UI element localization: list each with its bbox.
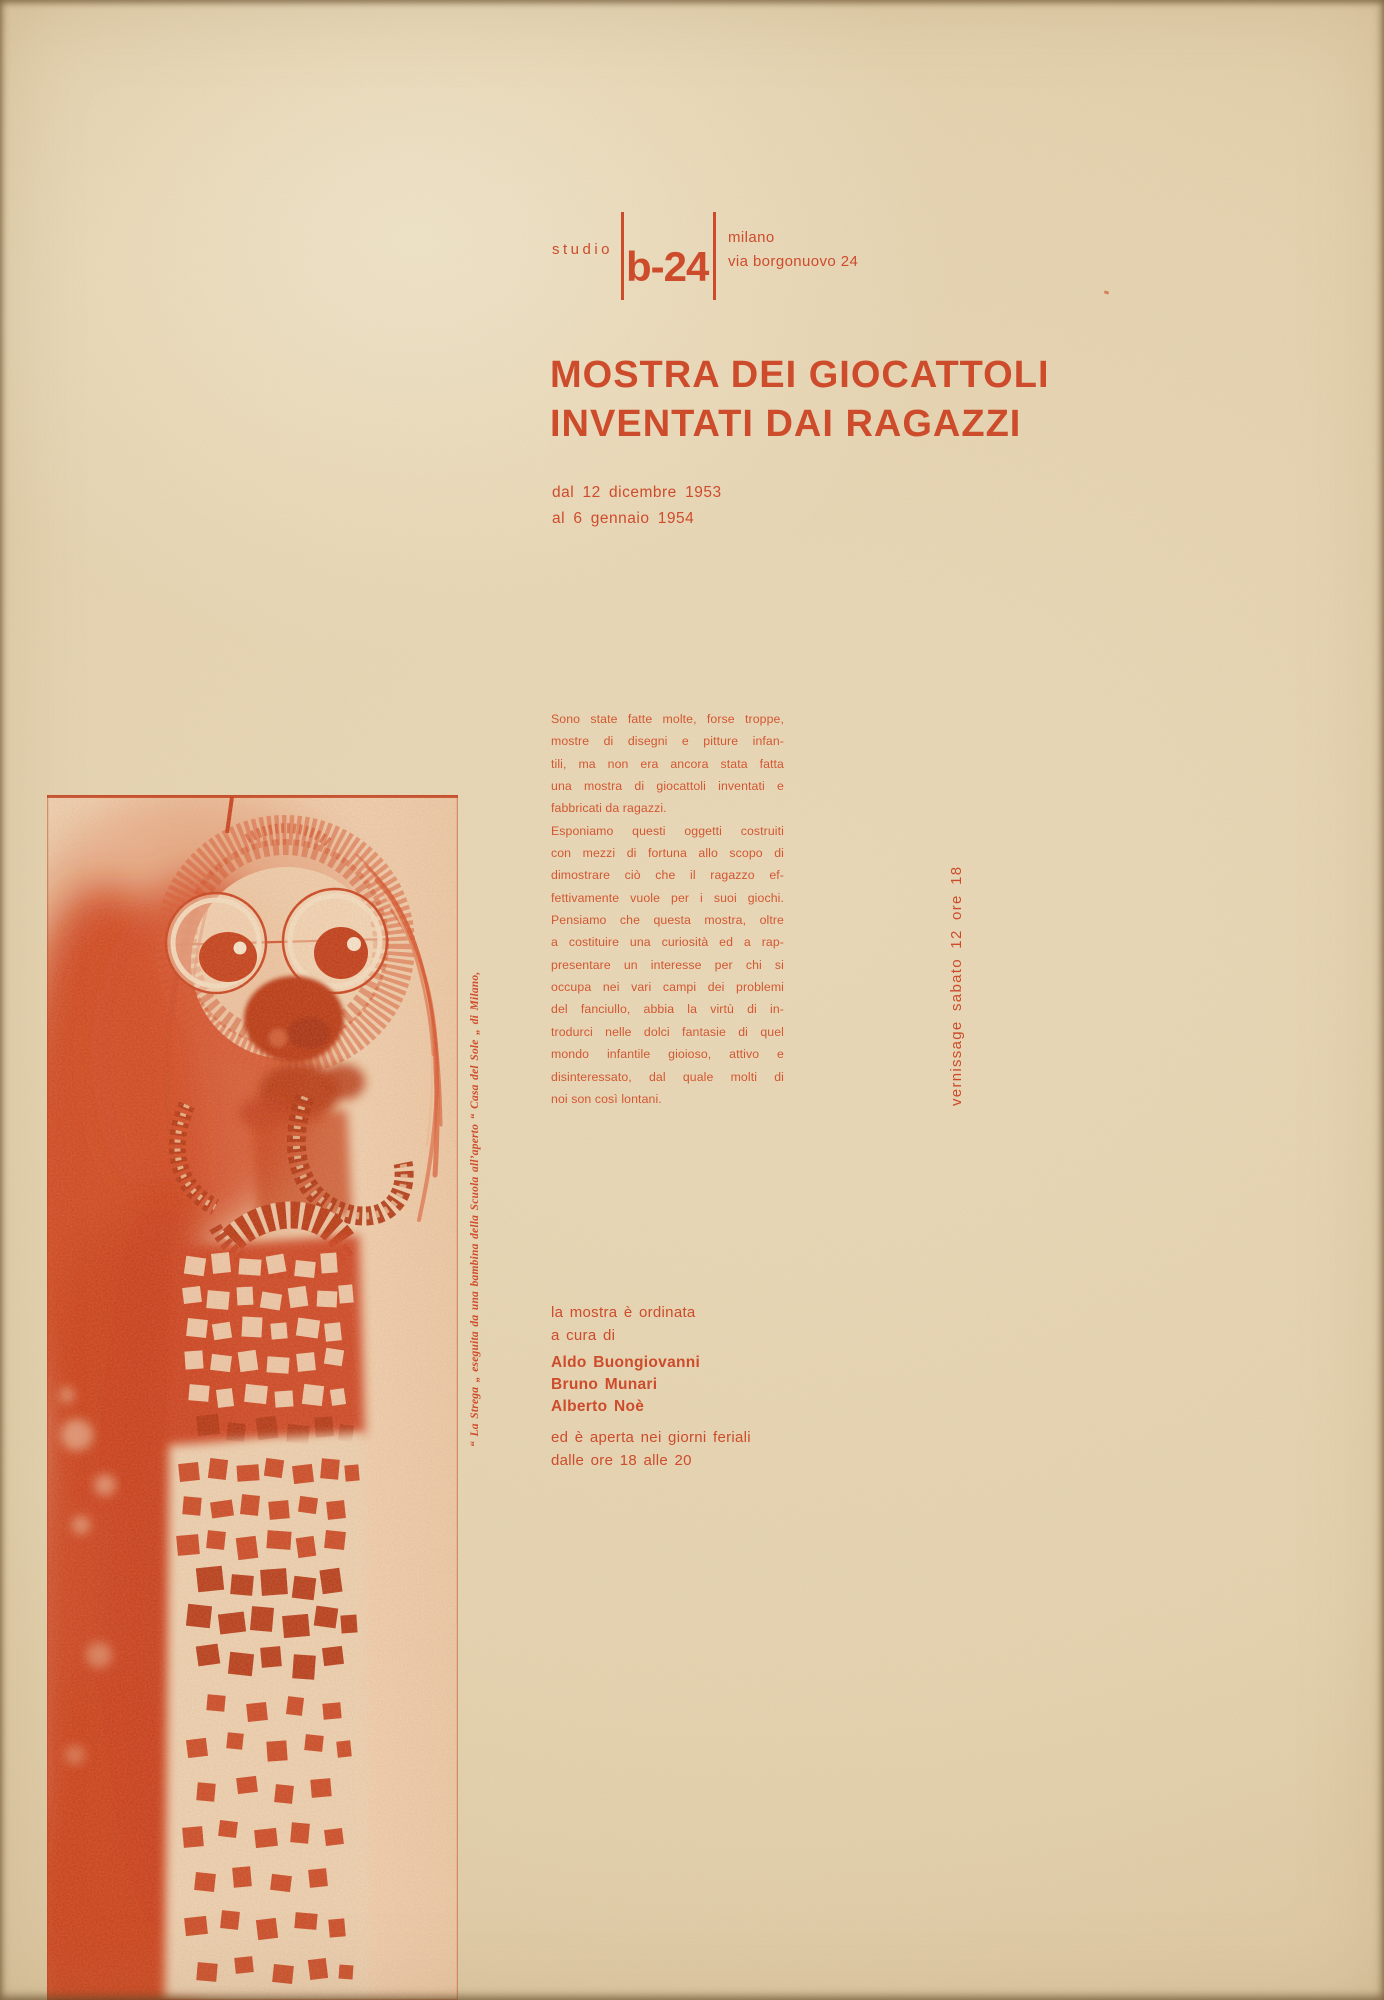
credits-block xyxy=(551,1301,751,1472)
date-from: dal 12 dicembre 1953 xyxy=(552,484,722,501)
intro-line: del fanciullo, abbia la virtù di in- xyxy=(551,1002,784,1017)
header-city: milano xyxy=(728,229,775,246)
credits-intro-line1: la mostra è ordinata xyxy=(551,1304,696,1321)
intro-line: Pensiamo che questa mostra, oltre xyxy=(551,913,784,928)
header-address: via borgonuovo 24 xyxy=(728,253,859,270)
studio-logo: b-24 xyxy=(626,243,709,290)
intro-line: Sono state fatte molte, forse troppe, xyxy=(551,712,784,726)
intro-line: mondo infantile gioioso, attivo e xyxy=(551,1047,784,1062)
intro-line: Esponiamo questi oggetti costruiti xyxy=(551,823,784,838)
date-range xyxy=(552,480,722,531)
opening-hours-line1: ed è aperta nei giorni feriali xyxy=(551,1429,751,1446)
intro-line: mostre di disegni e pitture infan- xyxy=(551,734,784,749)
curator-name: Alberto Noè xyxy=(551,1398,645,1415)
logo-rule-right xyxy=(713,212,716,300)
halftone-grain xyxy=(47,795,458,2000)
credits-intro-line2: a cura di xyxy=(551,1327,616,1344)
intro-line: fabbricati da ragazzi. xyxy=(551,801,667,816)
date-to: al 6 gennaio 1954 xyxy=(552,509,695,527)
intro-line: con mezzi di fortuna allo scopo di xyxy=(551,846,784,861)
intro-line: tili, ma non era ancora stata fatta xyxy=(551,756,784,771)
exhibition-title-line1: MOSTRA DEI GIOCATTOLI xyxy=(550,354,1050,396)
intro-line: presentare un interesse per chi si xyxy=(551,957,784,972)
opening-hours-line2: dalle ore 18 alle 20 xyxy=(551,1452,692,1469)
intro-paragraph xyxy=(551,708,784,1110)
intro-line: a costituire una curiosità ed a rap- xyxy=(551,935,784,950)
intro-line: una mostra di giocattoli inventati e xyxy=(551,779,784,794)
exhibition-title-line2: INVENTATI DAI RAGAZZI xyxy=(550,403,1022,445)
exhibition-photo xyxy=(47,795,458,2000)
intro-line: trodurci nelle dolci fantasie di quel xyxy=(551,1024,784,1039)
print-speck xyxy=(1104,290,1110,294)
exhibition-title xyxy=(550,351,1050,449)
curator-name: Bruno Munari xyxy=(551,1376,658,1393)
doll-photo-illustration xyxy=(47,795,458,2000)
logo-rule-left xyxy=(621,212,624,300)
curator-name: Aldo Buongiovanni xyxy=(551,1354,701,1371)
intro-line: fettivamente vuole per i suoi giochi. xyxy=(551,890,784,905)
photo-caption: “ La Strega „ eseguita da una bambina della Scuola all’aperto “ Casa del Sole „ di Milano, xyxy=(469,971,481,1447)
intro-line: occupa nei vari campi dei problemi xyxy=(551,980,784,995)
intro-line: dimostrare ciò che il ragazzo ef- xyxy=(551,868,784,883)
studio-label: studio xyxy=(552,241,614,258)
vernissage-note: vernissage sabato 12 ore 18 xyxy=(948,865,965,1106)
intro-line: noi son così lontani. xyxy=(551,1091,662,1106)
intro-line: disinteressato, dal quale molti di xyxy=(551,1069,784,1084)
